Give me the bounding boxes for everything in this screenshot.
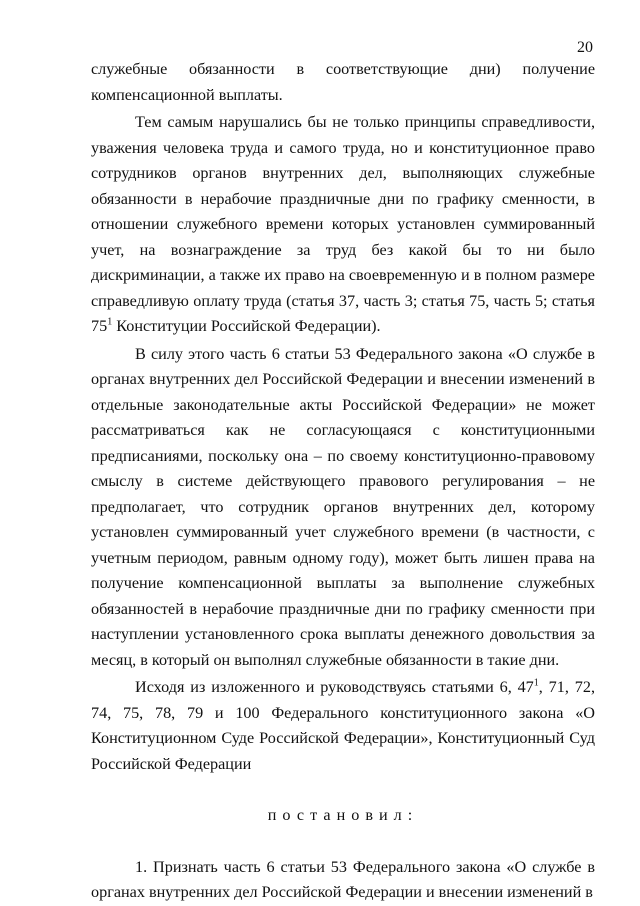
document-body [91, 57, 595, 906]
paragraph-rights-violation-end: Конституции Российской Федерации). [112, 317, 381, 335]
paragraph-legal-basis-end: , 71, 72, 74, 75, 78, 79 и 100 Федерального конституционного закона «О Конституционном Суде Российской Федерации», Конституционный Суд Российской Федерации [91, 678, 596, 773]
paragraph-legal-basis [91, 675, 595, 777]
superscript-article-75-1: 1 [107, 316, 113, 328]
paragraph-law-interpretation: В силу этого часть 6 статьи 53 Федерального закона «О службе в органах внутренних дел Российской Федерации и внесении изменений в отдельные законодательные акты Российской Федерации» не может рассматриваться как не согласующаяся с конституционными предписаниями, поскольку она – по своему конституционно-правовому смыслу в системе действующего правового регулирования – не предполагает, что сотрудник органов внутренних дел, которому установлен суммированный учет служебного времени (в частности, с учетным периодом, равным одному году), может быть лишен права на получение компенсационной выплаты за выполнение служебных обязанностей в нерабочие праздничные дни по графику сменности при наступлении установленного срока выплаты денежного довольствия за месяц, в который он выполнял служебные обязанности в такие дни. [91, 344, 595, 669]
decision-heading: постановил: [267, 806, 419, 824]
page-number: 20 [577, 39, 593, 56]
paragraph-legal-basis-text: Исходя из изложенного и руководствуясь статьями 6, 47 [135, 678, 534, 696]
paragraph-rights-violation-text: Тем самым нарушались бы не только принципы справедливости, уважения человека труда и самого труда, но и конституционное право сотрудников органов внутренних дел, выполняющих служебные обязанности в нерабочие праздничные дни по графику сменности, в отношении служебного времени которых установлен суммированный учет, на вознаграждение за труд без какой бы то ни было дискриминации, а также их право на своевременную и в полном размере справедливую оплату труда (статья 37, часть 3; статья 75, часть 5; статья 75 [91, 113, 595, 335]
paragraph-rights-violation [91, 110, 595, 340]
paragraph-continuation: служебные обязанности в соответствующие дни) получение компенсационной выплаты. [91, 60, 595, 104]
superscript-article-47-1: 1 [533, 677, 539, 689]
paragraph-resolution-item-1: 1. Признать часть 6 статьи 53 Федерального закона «О службе в органах внутренних дел Российской Федерации и внесении изменений в [91, 857, 595, 901]
